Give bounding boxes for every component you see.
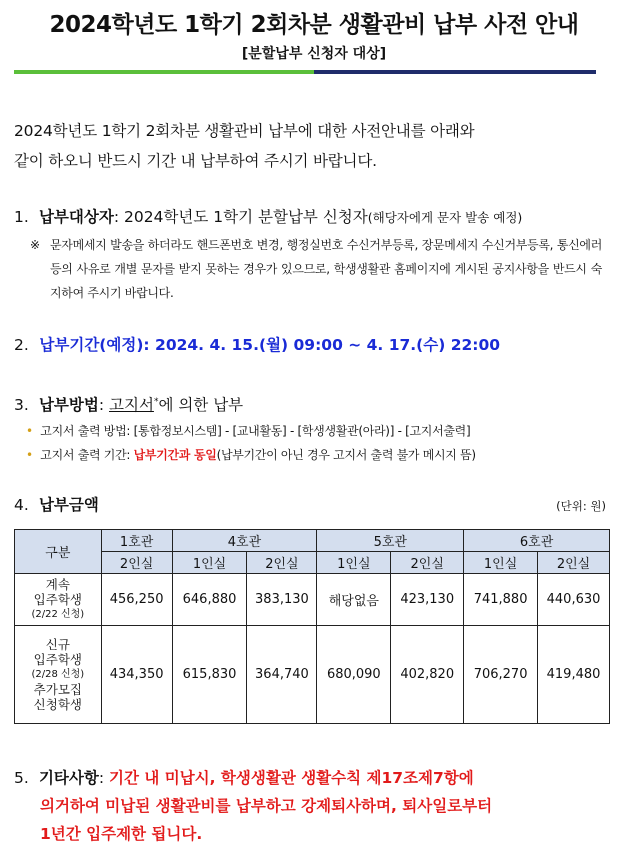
bullet-label: 고지서 출력 기간: bbox=[40, 448, 131, 462]
page-subtitle: [분할납부 신청자 대상] bbox=[241, 46, 387, 62]
row-label bbox=[15, 574, 102, 626]
header-hall: 4호관 bbox=[172, 530, 317, 552]
bullet-print-method bbox=[26, 422, 470, 439]
fee-cell: 434,350 bbox=[101, 626, 172, 724]
period-value: 2024. 4. 15.(월) 09:00 ~ 4. 17.(수) 22:00 bbox=[155, 336, 501, 354]
section-colon: : bbox=[98, 769, 105, 787]
section-method bbox=[14, 393, 243, 415]
reference-mark-icon: ※ bbox=[30, 238, 40, 252]
bullet-red-text: 납부기간과 동일 bbox=[133, 448, 217, 462]
fee-cell: 364,740 bbox=[247, 626, 317, 724]
table-subheader-row bbox=[15, 552, 610, 574]
header-room: 1인실 bbox=[317, 552, 391, 574]
row-label-line: 신청학생 bbox=[33, 697, 82, 712]
row-label-line: 신규 bbox=[45, 637, 70, 652]
fee-cell: 706,270 bbox=[464, 626, 538, 724]
table-header-row bbox=[15, 530, 610, 552]
target-note-small: (해당자에게 문자 발송 예정) bbox=[367, 210, 523, 225]
section-label: 납부방법 bbox=[38, 396, 99, 414]
header-hall: 6호관 bbox=[464, 530, 610, 552]
header-hall: 1호관 bbox=[101, 530, 172, 552]
page-title: 2024학년도 1학기 2회차분 생활관비 납부 사전 안내 bbox=[49, 12, 579, 38]
section-number: 4. bbox=[14, 496, 29, 514]
method-rest: 에 의한 납부 bbox=[158, 396, 244, 414]
section-colon: : bbox=[113, 208, 120, 226]
title-rule-green bbox=[14, 70, 314, 74]
section-label: 기타사항 bbox=[38, 769, 99, 787]
row-label-small: (2/22 신청) bbox=[31, 609, 85, 620]
row-label bbox=[15, 626, 102, 724]
bullet-dot-icon: • bbox=[26, 448, 33, 462]
section-period bbox=[14, 333, 500, 355]
header-room: 2인실 bbox=[247, 552, 317, 574]
fee-cell: 680,090 bbox=[317, 626, 391, 724]
row-label-line: 입주학생 bbox=[33, 592, 82, 607]
table-row bbox=[15, 626, 610, 724]
header-hall: 5호관 bbox=[317, 530, 464, 552]
section-label: 납부대상자 bbox=[38, 208, 114, 226]
header-room: 2인실 bbox=[101, 552, 172, 574]
method-word: 고지서 bbox=[109, 396, 154, 414]
bullet-text: (납부기간이 아닌 경우 고지서 출력 불가 메시지 뜸) bbox=[216, 448, 476, 462]
etc-line-3: 1년간 입주제한 됩니다. bbox=[40, 825, 203, 843]
header-room: 1인실 bbox=[464, 552, 538, 574]
fee-cell: 해당없음 bbox=[317, 574, 391, 626]
fee-cell: 741,880 bbox=[464, 574, 538, 626]
bullet-label: 고지서 출력 방법: bbox=[40, 424, 131, 438]
fee-cell: 440,630 bbox=[538, 574, 610, 626]
section-target bbox=[14, 205, 522, 227]
fee-cell: 615,830 bbox=[172, 626, 247, 724]
bullet-dot-icon: • bbox=[26, 424, 33, 438]
row-label-small: (2/28 신청) bbox=[31, 669, 85, 680]
title-rule-navy bbox=[314, 70, 596, 74]
section-number: 5. bbox=[14, 769, 29, 787]
table-row bbox=[15, 574, 610, 626]
notice-note bbox=[30, 233, 602, 305]
etc-line-2: 의거하여 미납된 생활관비를 납부하고 강제퇴사하며, 퇴사일로부터 bbox=[40, 797, 493, 815]
header-room: 2인실 bbox=[391, 552, 464, 574]
row-label-line: 입주학생 bbox=[33, 652, 82, 667]
notice-text: 문자메세지 발송을 하더라도 핸드폰번호 변경, 행정실번호 수신거부등록, 장문메세지 수신거부등록, 통신에러 등의 사유로 개별 문자를 받지 못하는 경우가 있으므로, 학생생활관 홈페이지에 게시된 공지사항을 반드시 숙지하여 주시기 바랍니다. bbox=[50, 238, 602, 300]
fee-cell: 419,480 bbox=[538, 626, 610, 724]
fee-cell: 456,250 bbox=[101, 574, 172, 626]
fee-table bbox=[14, 529, 610, 724]
fee-cell: 646,880 bbox=[172, 574, 247, 626]
etc-line-1: 기간 내 미납시, 학생생활관 생활수칙 제17조제7항에 bbox=[109, 769, 474, 787]
section-etc bbox=[14, 764, 614, 848]
row-label-line: 추가모집 bbox=[33, 682, 82, 697]
section-amount bbox=[14, 493, 99, 515]
target-text: 2024학년도 1학기 분할납부 신청자 bbox=[123, 208, 368, 226]
section-number: 1. bbox=[14, 208, 29, 226]
section-label: 납부금액 bbox=[38, 496, 99, 514]
fee-cell: 423,130 bbox=[391, 574, 464, 626]
section-colon: : bbox=[98, 396, 105, 414]
fee-cell: 402,820 bbox=[391, 626, 464, 724]
section-number: 2. bbox=[14, 336, 29, 354]
intro-paragraph bbox=[14, 116, 614, 176]
bullet-text: [통합정보시스템] - [교내활동] - [학생생활관(아라)] - [고지서출력] bbox=[133, 424, 471, 438]
intro-line-2: 같이 하오니 반드시 기간 내 납부하여 주시기 바랍니다. bbox=[14, 152, 377, 170]
unit-label: (단위: 원) bbox=[556, 499, 606, 513]
period-label: 납부기간(예정): bbox=[39, 336, 150, 354]
row-label-line: 계속 bbox=[45, 577, 70, 592]
header-room: 1인실 bbox=[172, 552, 247, 574]
fee-cell: 383,130 bbox=[247, 574, 317, 626]
section-number: 3. bbox=[14, 396, 29, 414]
intro-line-1: 2024학년도 1학기 2회차분 생활관비 납부에 대한 사전안내를 아래와 bbox=[14, 122, 475, 140]
header-room: 2인실 bbox=[538, 552, 610, 574]
method-mark: * bbox=[153, 396, 159, 407]
bullet-print-period bbox=[26, 446, 476, 463]
header-category: 구분 bbox=[15, 530, 102, 574]
